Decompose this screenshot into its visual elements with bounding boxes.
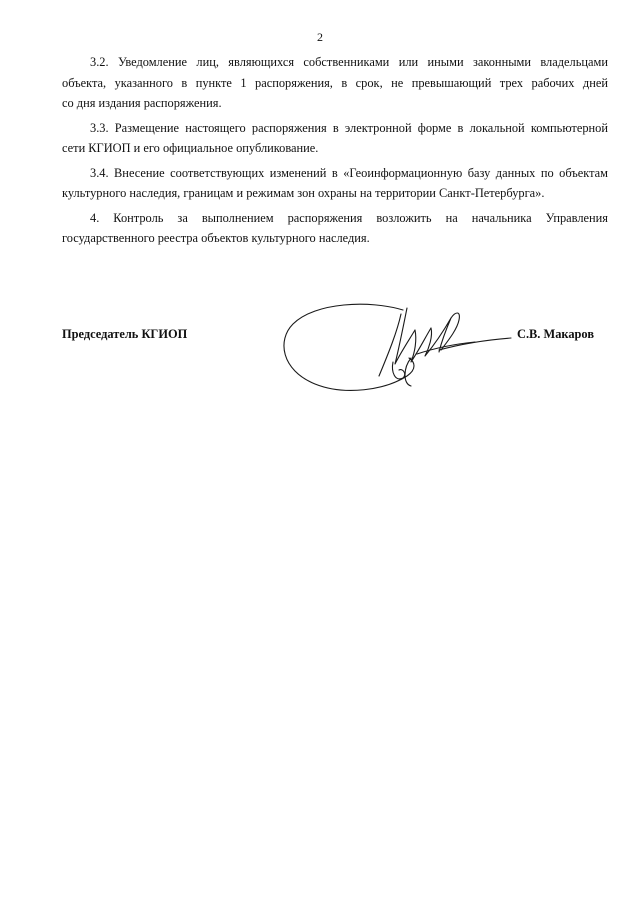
signatory-name: С.В. Макаров (517, 327, 595, 341)
paragraph-line: сети КГИОП и его официальное опубликование. (62, 141, 319, 155)
paragraph-line: со дня издания распоряжения. (62, 96, 222, 110)
paragraph-line: 4. Контроль за выполнением распоряжения возложить на начальника Управления (90, 210, 608, 225)
document-body (62, 52, 608, 253)
paragraph-3-3 (62, 118, 608, 159)
paragraph-line: государственного реестра объектов культурного наследия. (62, 231, 370, 245)
paragraph-3-4 (62, 163, 608, 204)
paragraph-line: 3.2. Уведомление лиц, являющихся собственниками или иными законными владельцами (90, 55, 608, 69)
paragraph-4 (62, 208, 608, 249)
paragraph-line: культурного наследия, границам и режимам зон охраны на территории Санкт-Петербурга». (62, 186, 545, 200)
paragraph-line: 3.4. Внесение соответствующих изменений в «Геоинформационную базу данных по объектам (90, 165, 608, 180)
page-number: 2 (317, 30, 323, 44)
signatory-role: Председатель КГИОП (62, 327, 188, 341)
paragraph-line: объекта, указанного в пункте 1 распоряжения, в срок, не превышающий трех рабочих дней (62, 75, 608, 90)
paragraph-line: 3.3. Размещение настоящего распоряжения в электронной форме в локальной компьютерной (90, 120, 608, 135)
paragraph-3-2 (62, 52, 608, 114)
handwritten-signature (275, 292, 515, 402)
